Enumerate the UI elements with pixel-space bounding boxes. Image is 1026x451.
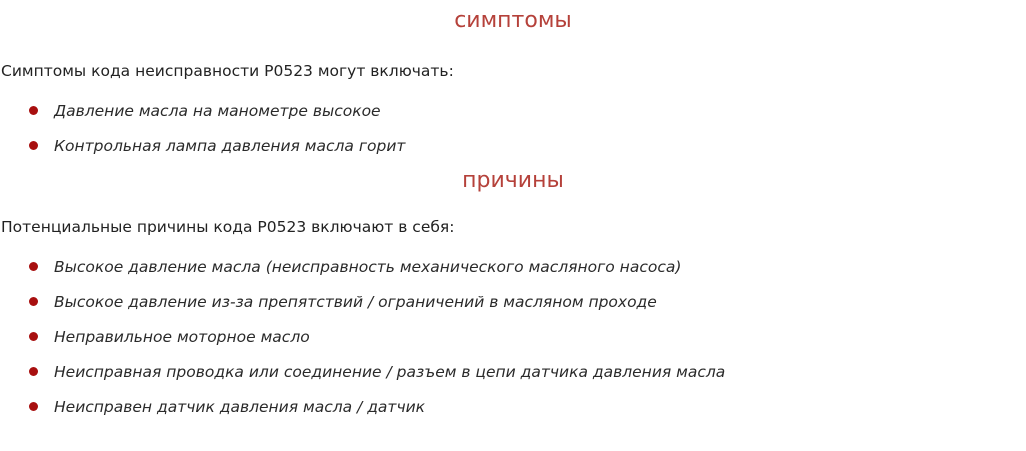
list-item — [0, 256, 1026, 291]
symptoms-intro: Симптомы кода неисправности P0523 могут включать: — [1, 62, 454, 80]
symptoms-heading: симптомы — [454, 8, 572, 33]
list-item — [0, 396, 1026, 431]
bullet-icon — [29, 332, 38, 341]
list-item-text: Неисправная проводка или соединение / разъем в цепи датчика давления масла — [54, 363, 726, 381]
bullet-icon — [29, 402, 38, 411]
list-item — [0, 361, 1026, 396]
causes-heading: причины — [462, 168, 564, 193]
list-item-text: Высокое давление масла (неисправность механического масляного насоса) — [54, 258, 682, 276]
list-item-text: Давление масла на манометре высокое — [54, 102, 381, 120]
symptoms-section — [0, 0, 1026, 170]
list-item-text: Высокое давление из-за препятствий / ограничений в масляном проходе — [54, 293, 657, 311]
bullet-icon — [29, 367, 38, 376]
causes-intro: Потенциальные причины кода P0523 включают в себя: — [1, 218, 455, 236]
list-item — [0, 326, 1026, 361]
causes-list — [0, 256, 1026, 431]
list-item-text: Неисправен датчик давления масла / датчик — [54, 398, 426, 416]
symptoms-list — [0, 100, 1026, 170]
list-item — [0, 135, 1026, 170]
list-item-text: Неправильное моторное масло — [54, 328, 310, 346]
bullet-icon — [29, 106, 38, 115]
list-item — [0, 100, 1026, 135]
list-item — [0, 291, 1026, 326]
bullet-icon — [29, 262, 38, 271]
list-item-text: Контрольная лампа давления масла горит — [54, 137, 406, 155]
causes-section — [0, 167, 1026, 431]
bullet-icon — [29, 141, 38, 150]
bullet-icon — [29, 297, 38, 306]
